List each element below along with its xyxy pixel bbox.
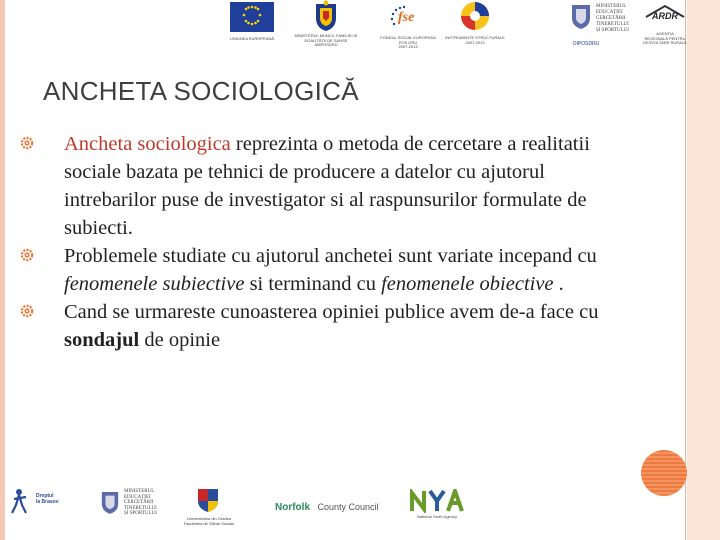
brasov-logo <box>10 487 59 522</box>
ministry-logo <box>294 0 358 47</box>
bullet-highlight: Ancheta sociologica <box>64 133 231 155</box>
ardr-mark: ARDR <box>652 11 678 21</box>
bullet-text: Cand se urmareste cunoasterea opiniei publice avem de-a face cu <box>64 301 599 323</box>
bullet-text: reprezinta o metoda de cercetare a realitatii sociale bazata pe tehnici de producere a datelor cu ajutorul intrebarilor puse de investigator si al raspunsurilor formulate de subiecti. <box>64 133 590 239</box>
oradea-caption: Universitatea din Oradea Facultatea de Științe Sociale <box>183 516 235 526</box>
gear-bullet-icon <box>20 248 34 262</box>
eu-flag-icon <box>230 2 274 32</box>
bullet-text: de opinie <box>139 329 221 351</box>
list-item <box>20 298 630 354</box>
eu-caption: UNIUNEA EUROPEANĂ <box>229 36 274 41</box>
footer-logos <box>0 485 690 540</box>
norfolk-rest: County Council <box>317 502 379 512</box>
fse-mark: fse <box>398 10 415 25</box>
instrumente-caption: INSTRUMENTE STRUCTURALE 2007-2013 <box>445 35 505 45</box>
men-crest-icon <box>100 489 120 515</box>
men-top-caption: MINISTERUL EDUCAȚIEI CERCETĂRII TINERETULUI ȘI SPORTULUI <box>596 4 629 33</box>
university-crest-icon <box>196 487 220 513</box>
bullet-text: . <box>553 273 564 295</box>
men-crest-icon <box>570 2 592 30</box>
bullet-bold: sondajul <box>64 329 140 351</box>
nya-logo <box>410 489 464 518</box>
slide-frame-right-line <box>685 0 686 540</box>
slide-frame-left <box>0 0 5 540</box>
bullet-text: si terminand cu <box>244 273 382 295</box>
nya-caption: National Youth Agency <box>416 514 458 519</box>
men-bottom-logo <box>100 489 157 520</box>
men-top-logo <box>570 2 629 47</box>
instrumente-logo <box>445 0 505 45</box>
men-bottom-caption: MINISTERUL EDUCAȚIEI CERCETĂRII TINERETULUI ȘI SPORTULUI <box>124 489 157 517</box>
slide-title: ANCHETA SOCIOLOGICĂ <box>43 76 359 106</box>
header-logos <box>220 0 690 50</box>
coat-of-arms-icon <box>312 0 340 32</box>
eu-logo <box>229 2 274 41</box>
bullet-italic: fenomenele subiective <box>64 273 245 295</box>
norfolk-brand: Norfolk <box>275 502 310 513</box>
bullet-italic: fenomenele obiective <box>381 273 554 295</box>
oradea-logo <box>183 487 235 526</box>
bullet-text: Problemele studiate cu ajutorul anchetei sunt variate incepand cu <box>64 245 597 267</box>
ardr-logo <box>643 4 687 45</box>
ardr-caption: AGENȚIA REGIONALĂ PENTRU DEZVOLTARE RURALĂ <box>643 31 687 45</box>
nya-icon <box>410 489 464 513</box>
gear-bullet-icon <box>20 136 34 150</box>
slide-frame-right <box>687 0 720 540</box>
ministry-caption: MINISTERUL MUNCII, FAMILIEI ȘI EGALITĂȚII DE ȘANSE AMPOSDRU <box>294 33 358 47</box>
fse-logo <box>380 4 436 49</box>
instrumente-icon <box>458 0 492 32</box>
figure-icon <box>10 487 36 517</box>
list-item <box>20 130 630 242</box>
gear-bullet-icon <box>20 304 34 318</box>
list-item <box>20 242 630 298</box>
brasov-caption: Dreptul la Brasov <box>36 493 59 505</box>
oiposdru-caption: OIPOSDRU <box>572 41 600 47</box>
norfolk-logo <box>275 497 378 515</box>
bullet-list <box>20 130 630 354</box>
fse-caption: FONDUL SOCIAL EUROPEAN POS DRU 2007-2013 <box>380 35 436 49</box>
